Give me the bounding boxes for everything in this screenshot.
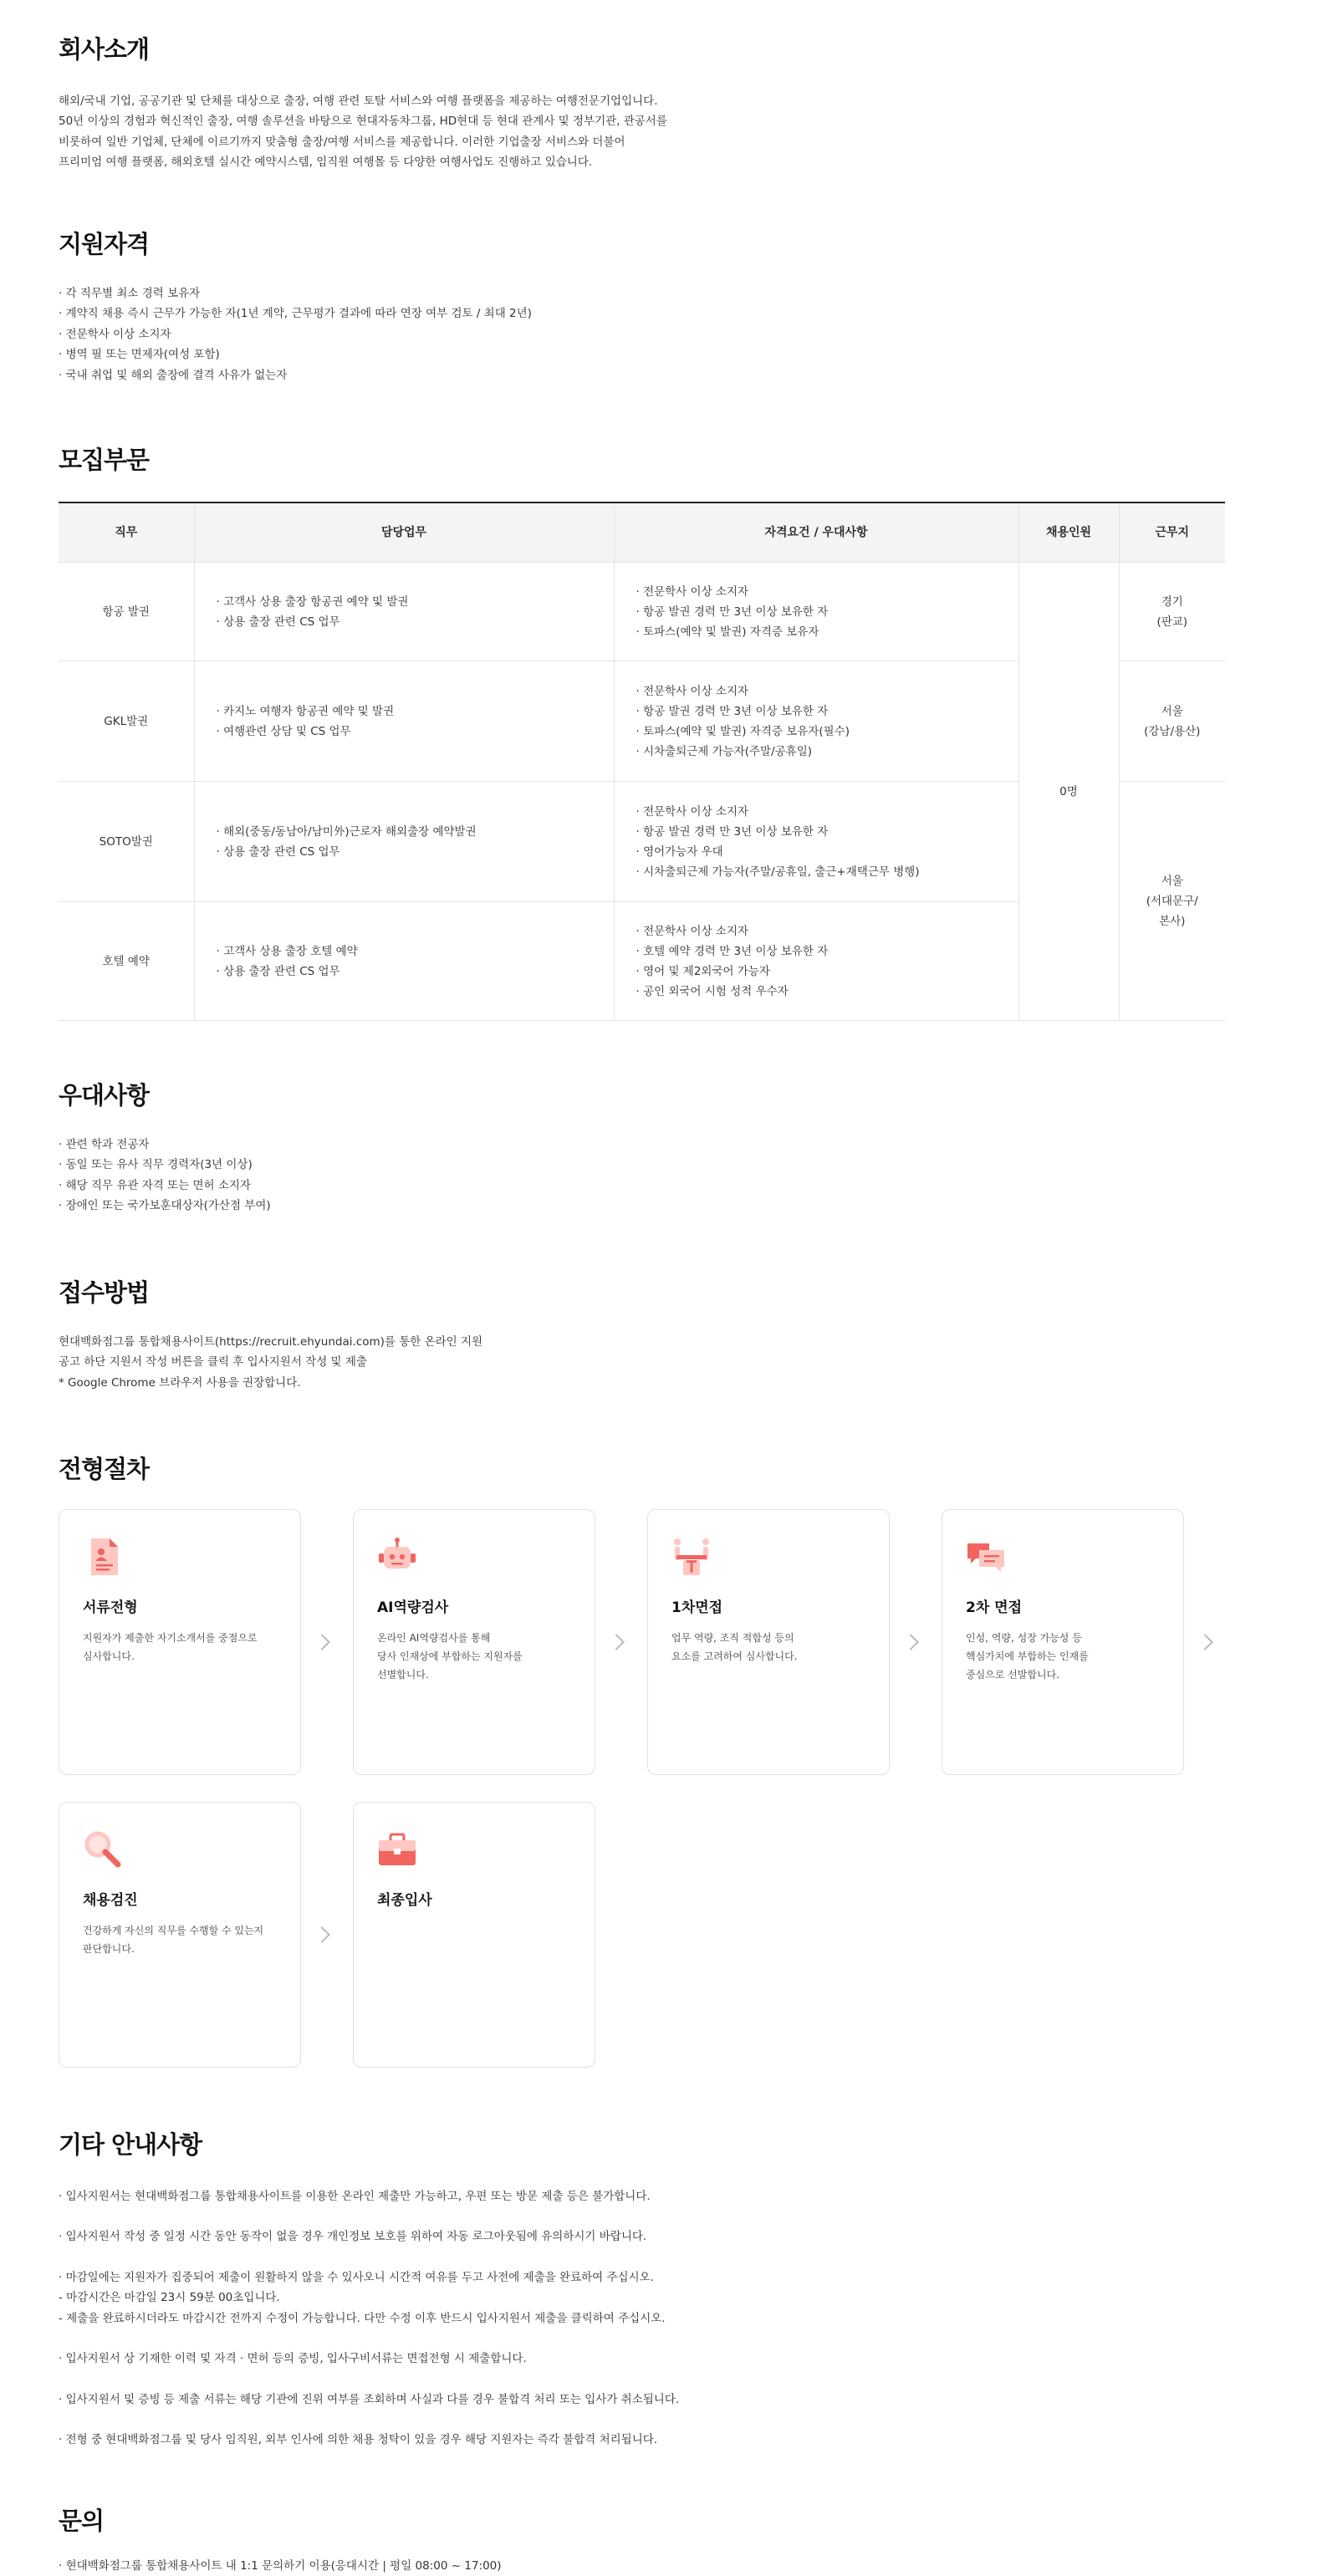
inquiry-text: · 현대백화점그룹 통합채용사이트 내 1:1 문의하기 이용(응대시간 | 평일 08:00 ~ 17:00) <box>59 2558 502 2573</box>
list-item: · 각 직무별 최소 경력 보유자 <box>59 286 201 300</box>
company-section <box>59 35 1229 173</box>
apply-line: 공고 하단 지원서 작성 버튼을 클릭 후 입사지원서 작성 및 제출 <box>59 1355 367 1370</box>
requirement-item: · 항공 발권 경력 만 3년 이상 보유한 자 <box>636 824 829 839</box>
requirement-item: · 전문학사 이상 소지자 <box>636 584 749 599</box>
document-icon <box>81 1535 125 1579</box>
step-title: 서류전형 <box>83 1599 138 1616</box>
requirement-item: · 공인 외국어 시험 성적 우수자 <box>636 984 789 998</box>
requirement-item: · 영어가능자 우대 <box>636 844 723 859</box>
inquiry-section <box>59 2507 1229 2576</box>
process-step-card <box>353 1802 595 2068</box>
duties-cell <box>194 661 614 782</box>
step-description: 인성, 역량, 성장 가능성 등 핵심가치에 부합하는 인재를 중심으로 선발합니다. <box>966 1631 1089 1681</box>
requirement-item: · 호텔 예약 경력 만 3년 이상 보유한 자 <box>636 944 829 958</box>
location-line: 서울 <box>1161 704 1183 718</box>
notice-item: · 입사지원서 작성 중 일정 시간 동안 동작이 없을 경우 개인정보 보호를 위하여 자동 로그아웃됨에 유의하시기 바랍니다. <box>59 2230 647 2244</box>
company-line: 프리미엄 여행 플랫폼, 해외호텔 실시간 예약시스템, 임직원 여행몰 등 다양한 여행사업도 진행하고 있습니다. <box>59 156 593 170</box>
step-description: 건강하게 자신의 직무를 수행할 수 있는지 판단합니다. <box>83 1924 264 1955</box>
process-title: 전형절차 <box>59 1455 150 1483</box>
duties-cell <box>194 782 614 902</box>
step-title: AI역량검사 <box>377 1599 449 1616</box>
requirement-item: · 전문학사 이상 소지자 <box>636 924 749 938</box>
location-line: (서대문구/ <box>1146 894 1198 908</box>
step-description: 지원자가 제출한 자기소개서를 중점으로 심사합니다. <box>83 1631 258 1662</box>
chevron-right-icon <box>608 1634 625 1650</box>
chevron-right-icon <box>1197 1634 1213 1650</box>
job-cell: SOTO발권 <box>59 782 194 902</box>
location-line: 서울 <box>1161 874 1183 888</box>
step-description: 업무 역량, 조직 적합성 등의 요소를 고려하여 심사합니다. <box>671 1631 798 1662</box>
duty-item: · 상용 출장 관련 CS 업무 <box>216 615 340 629</box>
requirement-item: · 시차출퇴근제 가능자(주말/공휴일) <box>636 744 813 758</box>
list-item: · 장애인 또는 국가보훈대상자(가산점 부여) <box>59 1199 271 1213</box>
preferred-section <box>59 1081 1229 1217</box>
qualification-list <box>59 283 1229 386</box>
company-title: 회사소개 <box>59 35 150 64</box>
notice-item: · 입사지원서는 현대백화점그룹 통합채용사이트를 이용한 온라인 제출만 가능하고, 우편 또는 방문 제출 등은 불가합니다. <box>59 2189 651 2203</box>
notice-item: · 입사지원서 상 기재한 이력 및 자격 · 면허 등의 증빙, 입사구비서류는 면접전형 시 제출합니다. <box>59 2352 527 2366</box>
company-line: 50년 이상의 경험과 혁신적인 출장, 여행 솔루션을 바탕으로 현대자동차그룹, HD현대 등 현대 관계사 및 정부기관, 관공서를 <box>59 115 667 129</box>
requirement-item: · 전문학사 이상 소지자 <box>636 804 749 819</box>
qualification-title: 지원자격 <box>59 230 150 258</box>
step-title: 채용검진 <box>83 1891 138 1909</box>
duty-item: · 여행관련 상담 및 CS 업무 <box>216 724 351 738</box>
list-item: · 병역 필 또는 면제자(여성 포함) <box>59 348 220 362</box>
preferred-list <box>59 1135 1229 1217</box>
job-cell: 항공 발권 <box>59 563 194 661</box>
notice-item: · 입사지원서 및 증빙 등 제출 서류는 해당 기관에 진위 여부를 조회하며 사실과 다를 경우 불합격 처리 또는 입사가 취소됩니다. <box>59 2392 680 2406</box>
duty-item: · 상용 출장 관련 CS 업무 <box>216 844 340 859</box>
notice-item: · 전형 중 현대백화점그룹 및 당사 임직원, 외부 인사에 의한 채용 청탁이 있을 경우 해당 지원자는 즉각 불합격 처리됩니다. <box>59 2433 658 2447</box>
magnifier-icon <box>81 1828 125 1871</box>
notice-list <box>59 2186 1229 2451</box>
interview-icon <box>670 1535 713 1579</box>
job-cell: 호텔 예약 <box>59 902 194 1021</box>
apply-line: * Google Chrome 브라우저 사용을 권장합니다. <box>59 1375 301 1390</box>
chat-icon <box>964 1535 1008 1579</box>
requirement-item: · 토파스(예약 및 발권) 자격증 보유자 <box>636 625 819 639</box>
process-step-card <box>647 1509 890 1775</box>
duty-item: · 고객사 상용 출장 항공권 예약 및 발권 <box>216 594 409 609</box>
list-item: · 계약직 채용 즉시 근무가 가능한 자(1년 계약, 근무평가 결과에 따라 연장 여부 검토 / 최대 2년) <box>59 307 532 321</box>
list-item: · 국내 취업 및 해외 출장에 결격 사유가 없는자 <box>59 368 288 382</box>
process-step-card <box>59 1802 301 2068</box>
header-duties: 담당업무 <box>194 502 614 563</box>
duty-item: · 카지노 여행자 항공권 예약 및 발권 <box>216 704 395 718</box>
duty-item: · 고객사 상용 출장 호텔 예약 <box>216 944 358 958</box>
apply-section <box>59 1278 1229 1393</box>
process-steps <box>59 1509 1254 2094</box>
preferred-title: 우대사항 <box>59 1081 150 1109</box>
notice-item: · 마감일에는 지원자가 집중되어 제출이 원활하지 않을 수 있사오니 시간적 여유를 두고 사전에 제출을 완료하여 주십시오. <box>59 2270 654 2284</box>
list-item: · 전문학사 이상 소지자 <box>59 327 171 341</box>
company-line: 비롯하여 일반 기업체, 단체에 이르기까지 맞춤형 출장/여행 서비스를 제공합니다. 이러한 기업출장 서비스와 더불어 <box>59 135 625 149</box>
process-section <box>59 1455 1229 2094</box>
chevron-right-icon <box>902 1634 919 1650</box>
duty-item: · 상용 출장 관련 CS 업무 <box>216 964 340 978</box>
location-cell <box>1119 563 1225 661</box>
briefcase-icon <box>375 1828 419 1871</box>
requirements-cell <box>614 902 1018 1021</box>
requirements-cell <box>614 563 1018 661</box>
apply-description <box>59 1332 1229 1394</box>
table-header-row <box>59 502 1225 563</box>
table-row <box>59 563 1225 661</box>
process-step-card <box>353 1509 595 1775</box>
robot-icon <box>375 1535 419 1579</box>
header-location: 근무지 <box>1119 502 1225 563</box>
header-headcount: 채용인원 <box>1018 502 1119 563</box>
apply-line: 현대백화점그룹 통합채용사이트(https://recruit.ehyundai.com)를 통한 온라인 지원 <box>59 1334 483 1349</box>
list-item: · 동일 또는 유사 직무 경력자(3년 이상) <box>59 1158 253 1172</box>
company-description <box>59 91 1229 173</box>
company-line: 해외/국내 기업, 공공기관 및 단체를 대상으로 출장, 여행 관련 토탈 서비스와 여행 플랫폼을 제공하는 여행전문기업입니다. <box>59 94 658 108</box>
process-step-card <box>59 1509 301 1775</box>
duty-item: · 해외(중동/동남아/남미外)근로자 해외출장 예약발권 <box>216 824 477 839</box>
qualification-section <box>59 230 1229 385</box>
location-line: (판교) <box>1156 615 1188 629</box>
notice-title: 기타 안내사항 <box>59 2130 202 2159</box>
inquiry-title: 문의 <box>59 2507 105 2535</box>
requirements-cell <box>614 782 1018 902</box>
step-title: 1차면접 <box>671 1599 723 1616</box>
requirement-item: · 시차출퇴근제 가능자(주말/공휴일, 출근+재택근무 병행) <box>636 865 920 879</box>
location-cell <box>1119 661 1225 782</box>
location-line: 경기 <box>1161 594 1183 609</box>
requirements-cell <box>614 661 1018 782</box>
chevron-right-icon <box>314 1926 330 1943</box>
requirement-item: · 항공 발권 경력 만 3년 이상 보유한 자 <box>636 604 829 619</box>
apply-title: 접수방법 <box>59 1278 150 1307</box>
inquiry-description <box>59 2556 1229 2576</box>
header-requirements: 자격요건 / 우대사항 <box>614 502 1018 563</box>
duties-cell <box>194 902 614 1021</box>
header-job: 직무 <box>59 502 194 563</box>
job-cell: GKL발권 <box>59 661 194 782</box>
step-title: 2차 면접 <box>966 1599 1023 1616</box>
requirement-item: · 영어 및 제2외국어 가능자 <box>636 964 770 978</box>
requirement-item: · 전문학사 이상 소지자 <box>636 684 749 698</box>
requirement-item: · 항공 발권 경력 만 3년 이상 보유한 자 <box>636 704 829 718</box>
recruit-title: 모집부문 <box>59 446 150 474</box>
list-item: · 관련 학과 전공자 <box>59 1137 150 1151</box>
chevron-right-icon <box>314 1634 330 1650</box>
requirement-item: · 토파스(예약 및 발권) 자격증 보유자(필수) <box>636 724 850 738</box>
location-line: 본사) <box>1159 914 1186 928</box>
step-description: 온라인 AI역량검사를 통해 당사 인재상에 부합하는 지원자를 선별합니다. <box>377 1631 523 1681</box>
recruit-section <box>59 446 1229 1021</box>
headcount-cell: 0명 <box>1018 563 1119 1021</box>
notice-subitem: - 제출을 완료하시더라도 마감시간 전까지 수정이 가능합니다. 다만 수정 이후 반드시 입사지원서 제출을 클릭하여 주십시오. <box>59 2311 666 2325</box>
step-title: 최종입사 <box>377 1891 432 1909</box>
location-cell <box>1119 782 1225 1021</box>
notice-section <box>59 2130 1229 2451</box>
list-item: · 해당 직무 유관 자격 또는 면허 소지자 <box>59 1178 251 1192</box>
recruit-table <box>59 502 1225 1022</box>
location-line: (강남/용산) <box>1144 724 1201 738</box>
duties-cell <box>194 563 614 661</box>
process-step-card <box>942 1509 1184 1775</box>
notice-subitem: - 마감시간은 마감일 23시 59분 00초입니다. <box>59 2291 280 2305</box>
